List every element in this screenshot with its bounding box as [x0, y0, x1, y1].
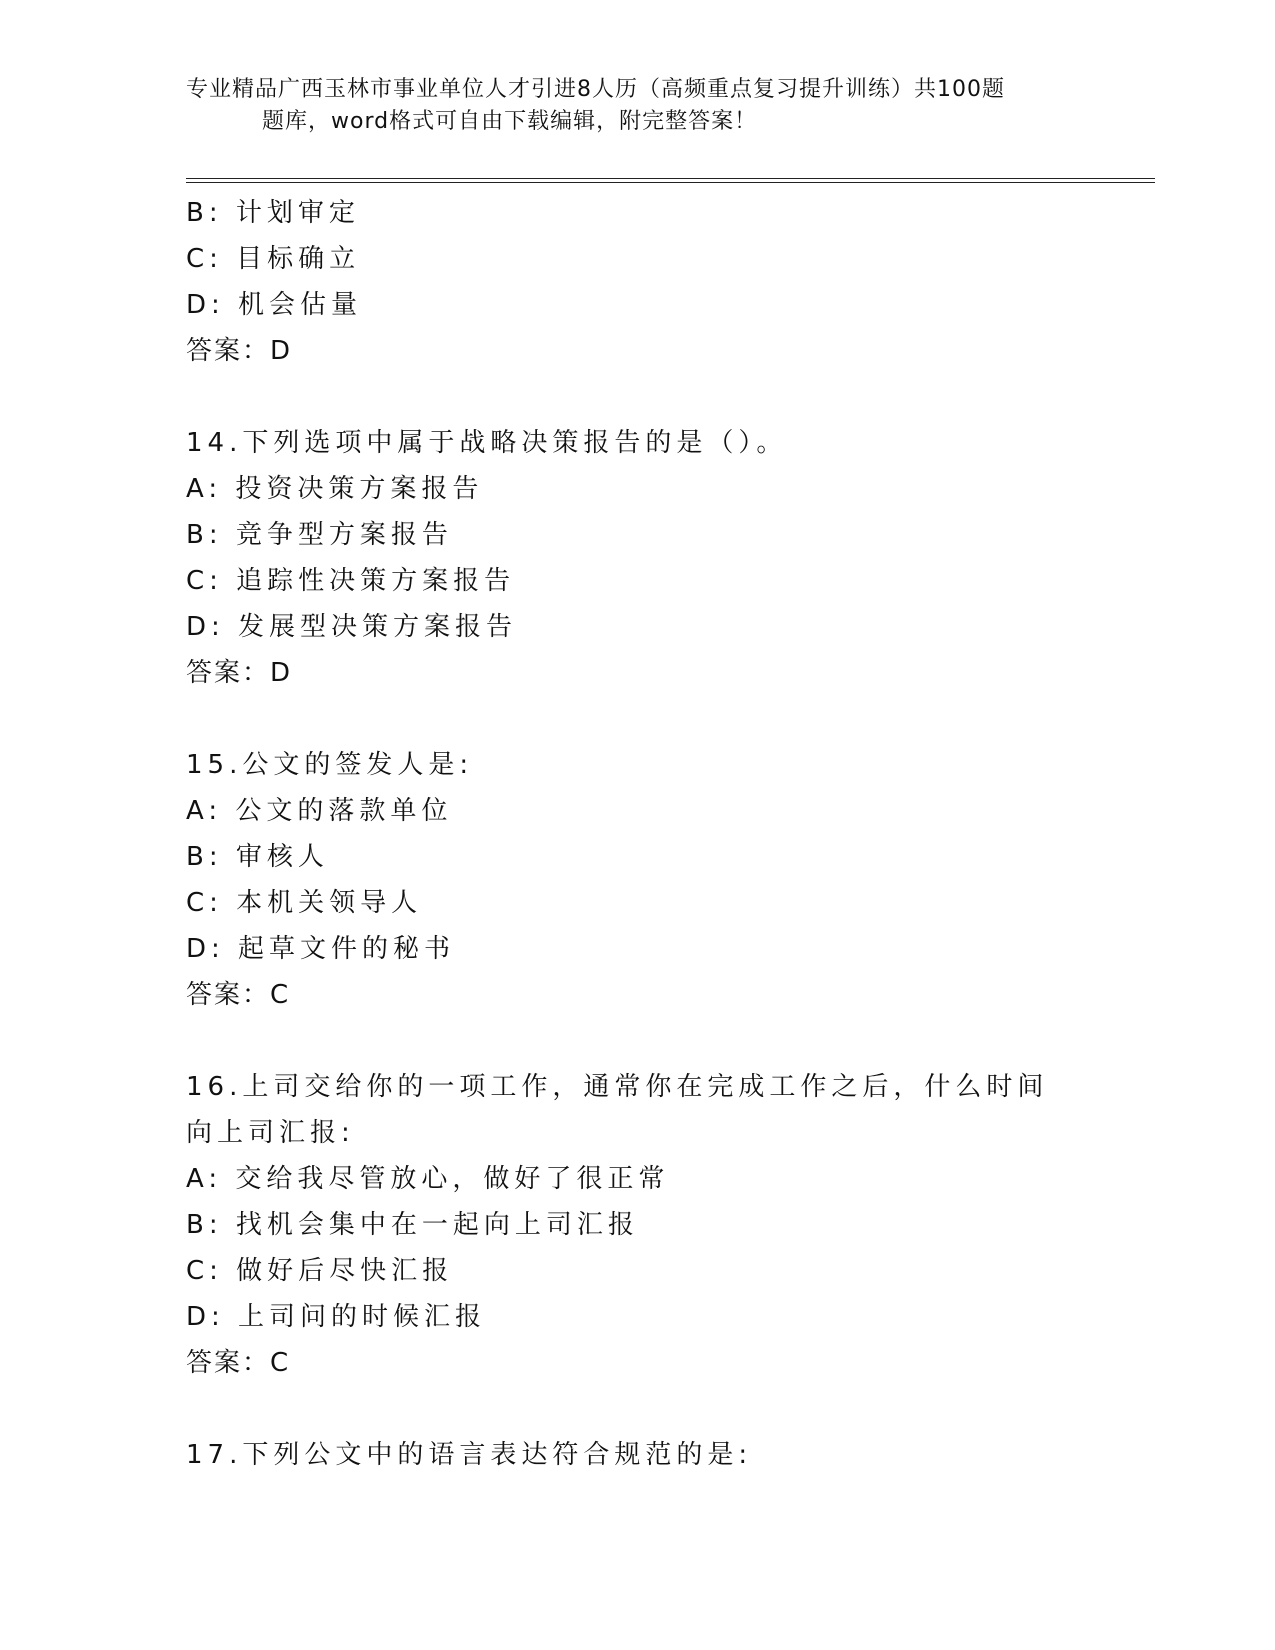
answer-line: 答案：D [186, 336, 293, 366]
option-a: A: 公文的落款单位 [186, 796, 453, 826]
option-d: D: 上司问的时候汇报 [186, 1302, 487, 1332]
spacer [186, 696, 1086, 742]
header-divider-top [186, 178, 1155, 179]
question-15: 15.公文的签发人是: [186, 750, 474, 780]
document-header [186, 74, 1086, 138]
option-a: A: 交给我尽管放心，做好了很正常 [186, 1164, 670, 1194]
answer-line: 答案：D [186, 658, 293, 688]
option-c: C: 本机关领导人 [186, 888, 423, 918]
spacer [186, 374, 1086, 420]
option-b: B: 竞争型方案报告 [186, 520, 453, 550]
answer-line: 答案：C [186, 1348, 291, 1378]
header-title-line-2: 题库，word格式可自由下载编辑，附完整答案！ [262, 109, 758, 134]
question-17: 17.下列公文中的语言表达符合规范的是: [186, 1440, 753, 1470]
option-b: B: 计划审定 [186, 198, 360, 228]
spacer [186, 1386, 1086, 1432]
option-b: B: 找机会集中在一起向上司汇报 [186, 1210, 639, 1240]
question-14: 14.下列选项中属于战略决策报告的是（）。 [186, 428, 788, 458]
spacer [186, 1018, 1086, 1064]
option-d: D: 起草文件的秘书 [186, 934, 456, 964]
option-c: C: 追踪性决策方案报告 [186, 566, 516, 596]
question-content [186, 190, 1086, 1478]
option-b: B: 审核人 [186, 842, 329, 872]
option-c: C: 做好后尽快汇报 [186, 1256, 454, 1286]
answer-line: 答案：C [186, 980, 291, 1010]
header-divider-bottom [186, 182, 1155, 183]
header-title-line-1: 专业精品广西玉林市事业单位人才引进8人历（高频重点复习提升训练）共100题 [186, 77, 1005, 102]
option-a: A: 投资决策方案报告 [186, 474, 484, 504]
option-d: D: 发展型决策方案报告 [186, 612, 518, 642]
option-d: D: 机会估量 [186, 290, 363, 320]
question-16: 16.上司交给你的一项工作，通常你在完成工作之后，什么时间向上司汇报: [186, 1072, 1049, 1148]
option-c: C: 目标确立 [186, 244, 361, 274]
